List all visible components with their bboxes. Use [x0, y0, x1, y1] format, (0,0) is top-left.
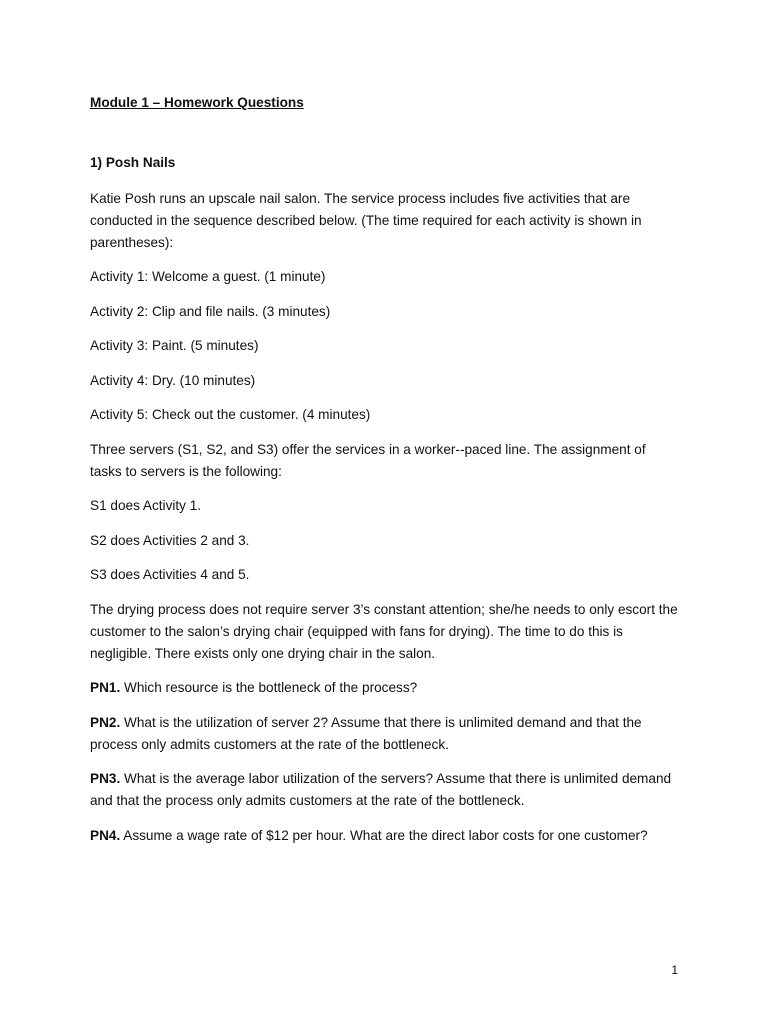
activity-item: Activity 2: Clip and file nails. (3 minutes): [90, 303, 331, 319]
assignment-item: S1 does Activity 1.: [90, 498, 202, 513]
page-number: 1: [671, 963, 678, 977]
activity-item: Activity 3: Paint. (5 minutes): [90, 338, 259, 353]
question-label: PN2.: [90, 714, 121, 730]
activity-list: [90, 266, 680, 426]
question-item: [90, 825, 680, 847]
intro-paragraph: Katie Posh runs an upscale nail salon. The service process includes five activities that are conducted in the sequence described below. (The time required for each activity is shown in parentheses):: [90, 191, 642, 250]
activity-item: Activity 1: Welcome a guest. (1 minute): [90, 269, 326, 284]
question-item: [90, 712, 680, 756]
assignment-list: [90, 495, 680, 586]
question-text: Assume a wage rate of $12 per hour. What are the direct labor costs for one customer?: [120, 827, 648, 843]
activity-item: Activity 5: Check out the customer. (4 minutes): [90, 407, 371, 422]
document-body: [90, 94, 680, 847]
section-heading: 1) Posh Nails: [90, 155, 176, 170]
question-item: [90, 768, 680, 812]
activity-item: Activity 4: Dry. (10 minutes): [90, 372, 256, 388]
servers-intro-paragraph: Three servers (S1, S2, and S3) offer the services in a worker-‐paced line. The assignment of tasks to servers is the following:: [90, 441, 646, 479]
question-list: [90, 677, 680, 847]
question-text: Which resource is the bottleneck of the process?: [120, 680, 418, 695]
document-title: Module 1 – Homework Questions: [90, 95, 304, 110]
question-label: PN1.: [90, 680, 121, 695]
question-text: What is the average labor utilization of the servers? Assume that there is unlimited demand and that the process only admits customers at the rate of the bottleneck.: [90, 771, 672, 808]
question-text: What is the utilization of server 2? Assume that there is unlimited demand and that the process only admits customers at the rate of the bottleneck.: [90, 714, 642, 752]
question-label: PN4.: [90, 827, 121, 843]
drying-note-paragraph: The drying process does not require server 3’s constant attention; she/he needs to only escort the customer to the salon’s drying chair (equipped with fans for drying). The time to do this is negligible. There exists only one drying chair in the salon.: [90, 601, 678, 661]
question-label: PN3.: [90, 771, 121, 786]
assignment-item: S3 does Activities 4 and 5.: [90, 567, 250, 582]
assignment-item: S2 does Activities 2 and 3.: [90, 532, 250, 548]
question-item: [90, 677, 680, 699]
